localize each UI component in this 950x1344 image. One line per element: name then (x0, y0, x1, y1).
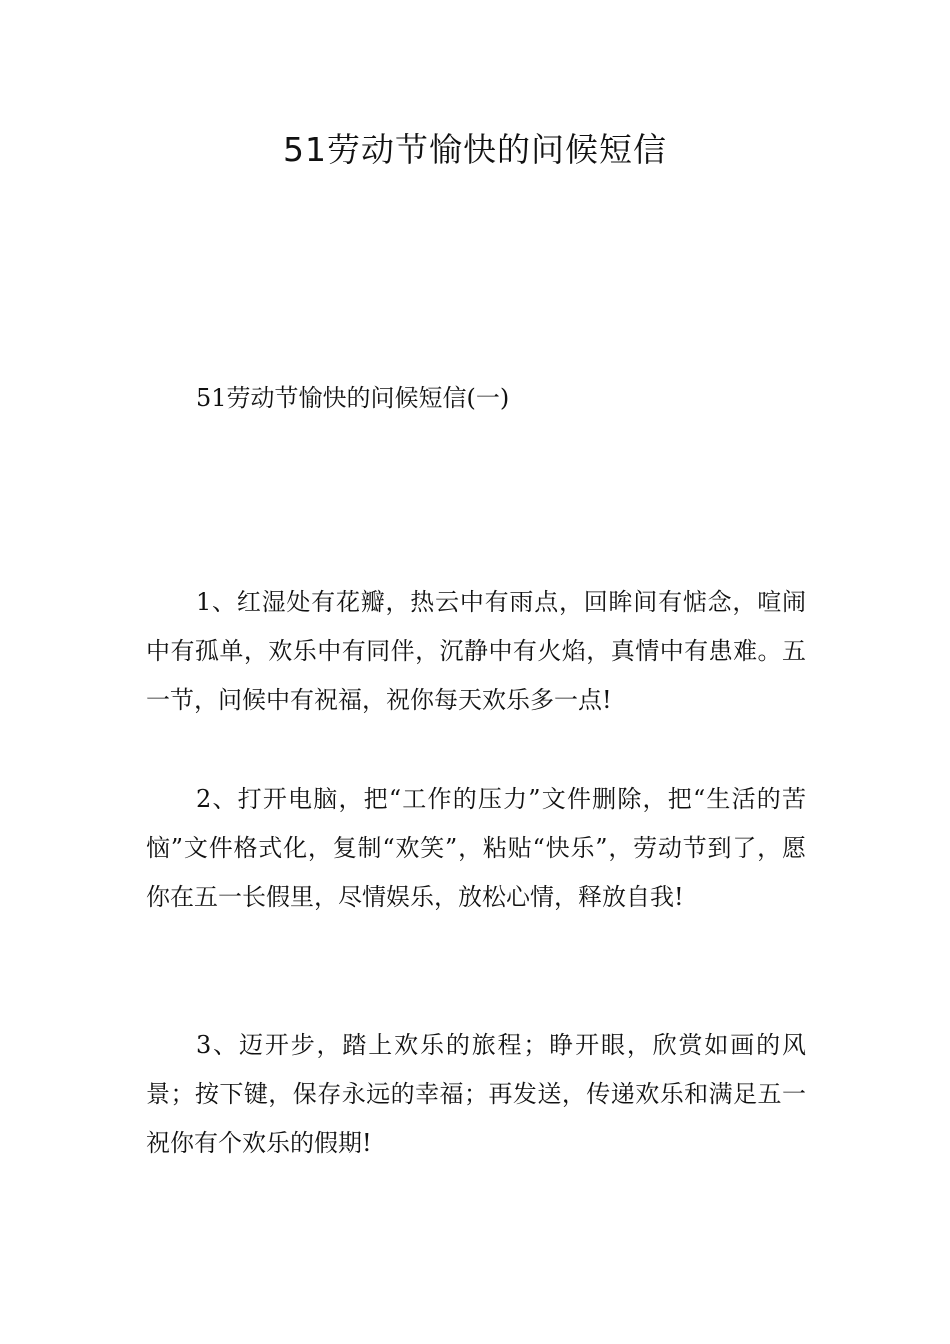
document-title: 51劳动节愉快的问候短信 (283, 130, 667, 169)
paragraph-2: 2、打开电脑，把“工作的压力”文件删除，把“生活的苦恼”文件格式化，复制“欢笑”，粘贴“快乐”，劳动节到了，愿你在五一长假里，尽情娱乐，放松心情，释放自我! (146, 785, 806, 911)
paragraph-1: 1、红湿处有花瓣，热云中有雨点，回眸间有惦念，喧闹中有孤单，欢乐中有同伴，沉静中有火焰，真情中有患难。五一节，问候中有祝福，祝你每天欢乐多一点! (146, 588, 806, 714)
paragraph-3: 3、迈开步，踏上欢乐的旅程；睁开眼，欣赏如画的风景；按下键，保存永远的幸福；再发送，传递欢乐和满足五一祝你有个欢乐的假期! (146, 1031, 806, 1157)
section-subtitle: 51劳动节愉快的问候短信(一) (196, 384, 510, 412)
